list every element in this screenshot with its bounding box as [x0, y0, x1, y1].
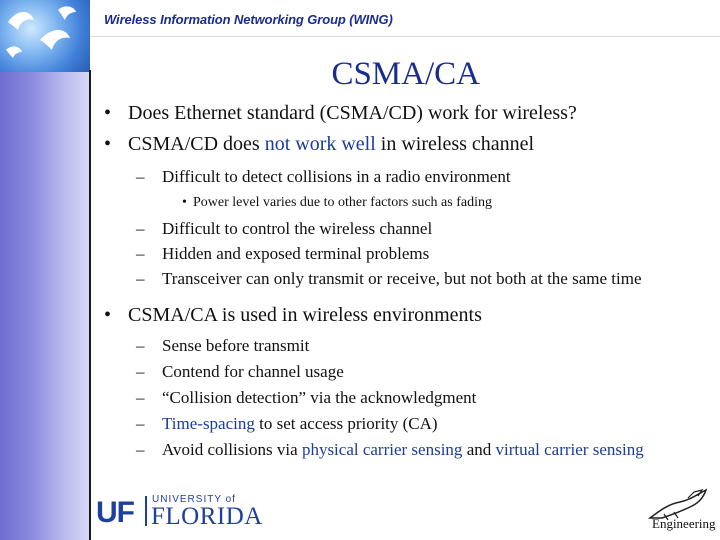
slide-title: CSMA/CA: [331, 56, 480, 92]
engineering-label: Engineering: [652, 516, 716, 531]
uf-university-of: UNIVERSITY of: [152, 494, 236, 505]
sub-bullet-marker: –: [136, 167, 145, 186]
sub-bullet-text-post: to set access priority (CA): [254, 414, 438, 433]
sub-bullet-text: Contend for channel usage: [162, 362, 344, 381]
sub-bullet-marker: –: [136, 440, 145, 459]
sub-bullet-text: “Collision detection” via the acknowledgment: [162, 388, 477, 407]
bullet-text-post: in wireless channel: [375, 133, 535, 155]
bullet-text: CSMA/CA is used in wireless environments: [128, 304, 482, 326]
bullet-text: Does Ethernet standard (CSMA/CD) work for wireless?: [128, 102, 577, 124]
bullet-marker: •: [104, 133, 112, 155]
engineering-logo: [644, 484, 716, 540]
sub-bullet-item: [104, 439, 704, 461]
sub-bullet-marker: –: [136, 336, 145, 355]
sub-bullet-item: [104, 243, 704, 265]
detail-bullet-marker: •: [182, 195, 187, 210]
sub-bullet-item: [104, 361, 704, 383]
highlight-text: Time-spacing: [162, 414, 255, 433]
highlight-text: virtual carrier sensing: [495, 440, 644, 459]
highlight-text: physical carrier sensing: [301, 440, 463, 459]
bullet-item: [104, 131, 704, 158]
uf-florida: FLORIDA: [151, 503, 263, 530]
uf-logo-divider: [145, 496, 147, 526]
sub-bullet-text: Sense before transmit: [162, 336, 310, 355]
bullet-item: [104, 302, 704, 329]
sub-bullet-marker: –: [136, 269, 145, 288]
highlight-text: not work well: [264, 133, 376, 155]
sub-bullet-marker: –: [136, 244, 145, 263]
sub-bullet-item: [104, 268, 704, 290]
slide-content: [104, 100, 704, 461]
bullet-marker: •: [104, 304, 112, 326]
sub-bullet-text-pre: Avoid collisions via: [162, 440, 302, 459]
bullet-item: [104, 100, 704, 127]
sub-bullet-text: Difficult to detect collisions in a radio environment: [162, 167, 511, 186]
detail-bullet-text: Power level varies due to other factors such as fading: [193, 195, 492, 210]
bullet-text-pre: CSMA/CD does: [128, 133, 265, 155]
uf-mark: UF: [96, 496, 134, 529]
group-name: Wireless Information Networking Group (WING): [104, 12, 393, 27]
sub-bullet-item: [104, 387, 704, 409]
sub-bullet-item: [104, 413, 704, 435]
sub-bullet-text-mid: and: [462, 440, 496, 459]
sub-bullet-marker: –: [136, 388, 145, 407]
sub-bullet-text: Transceiver can only transmit or receive, but not both at the same time: [162, 269, 642, 288]
detail-bullet-item: [104, 193, 704, 212]
sub-bullet-marker: –: [136, 414, 145, 433]
sub-bullet-item: [104, 335, 704, 357]
sub-bullet-marker: –: [136, 362, 145, 381]
sub-bullet-item: [104, 166, 704, 188]
bullet-marker: •: [104, 102, 112, 124]
header-rule: [90, 36, 720, 37]
sub-bullet-item: [104, 218, 704, 240]
sub-bullet-text: Hidden and exposed terminal problems: [162, 244, 430, 263]
sub-bullet-marker: –: [136, 219, 145, 238]
sub-bullet-text: Difficult to control the wireless channel: [162, 219, 433, 238]
sidebar-divider: [89, 70, 91, 540]
